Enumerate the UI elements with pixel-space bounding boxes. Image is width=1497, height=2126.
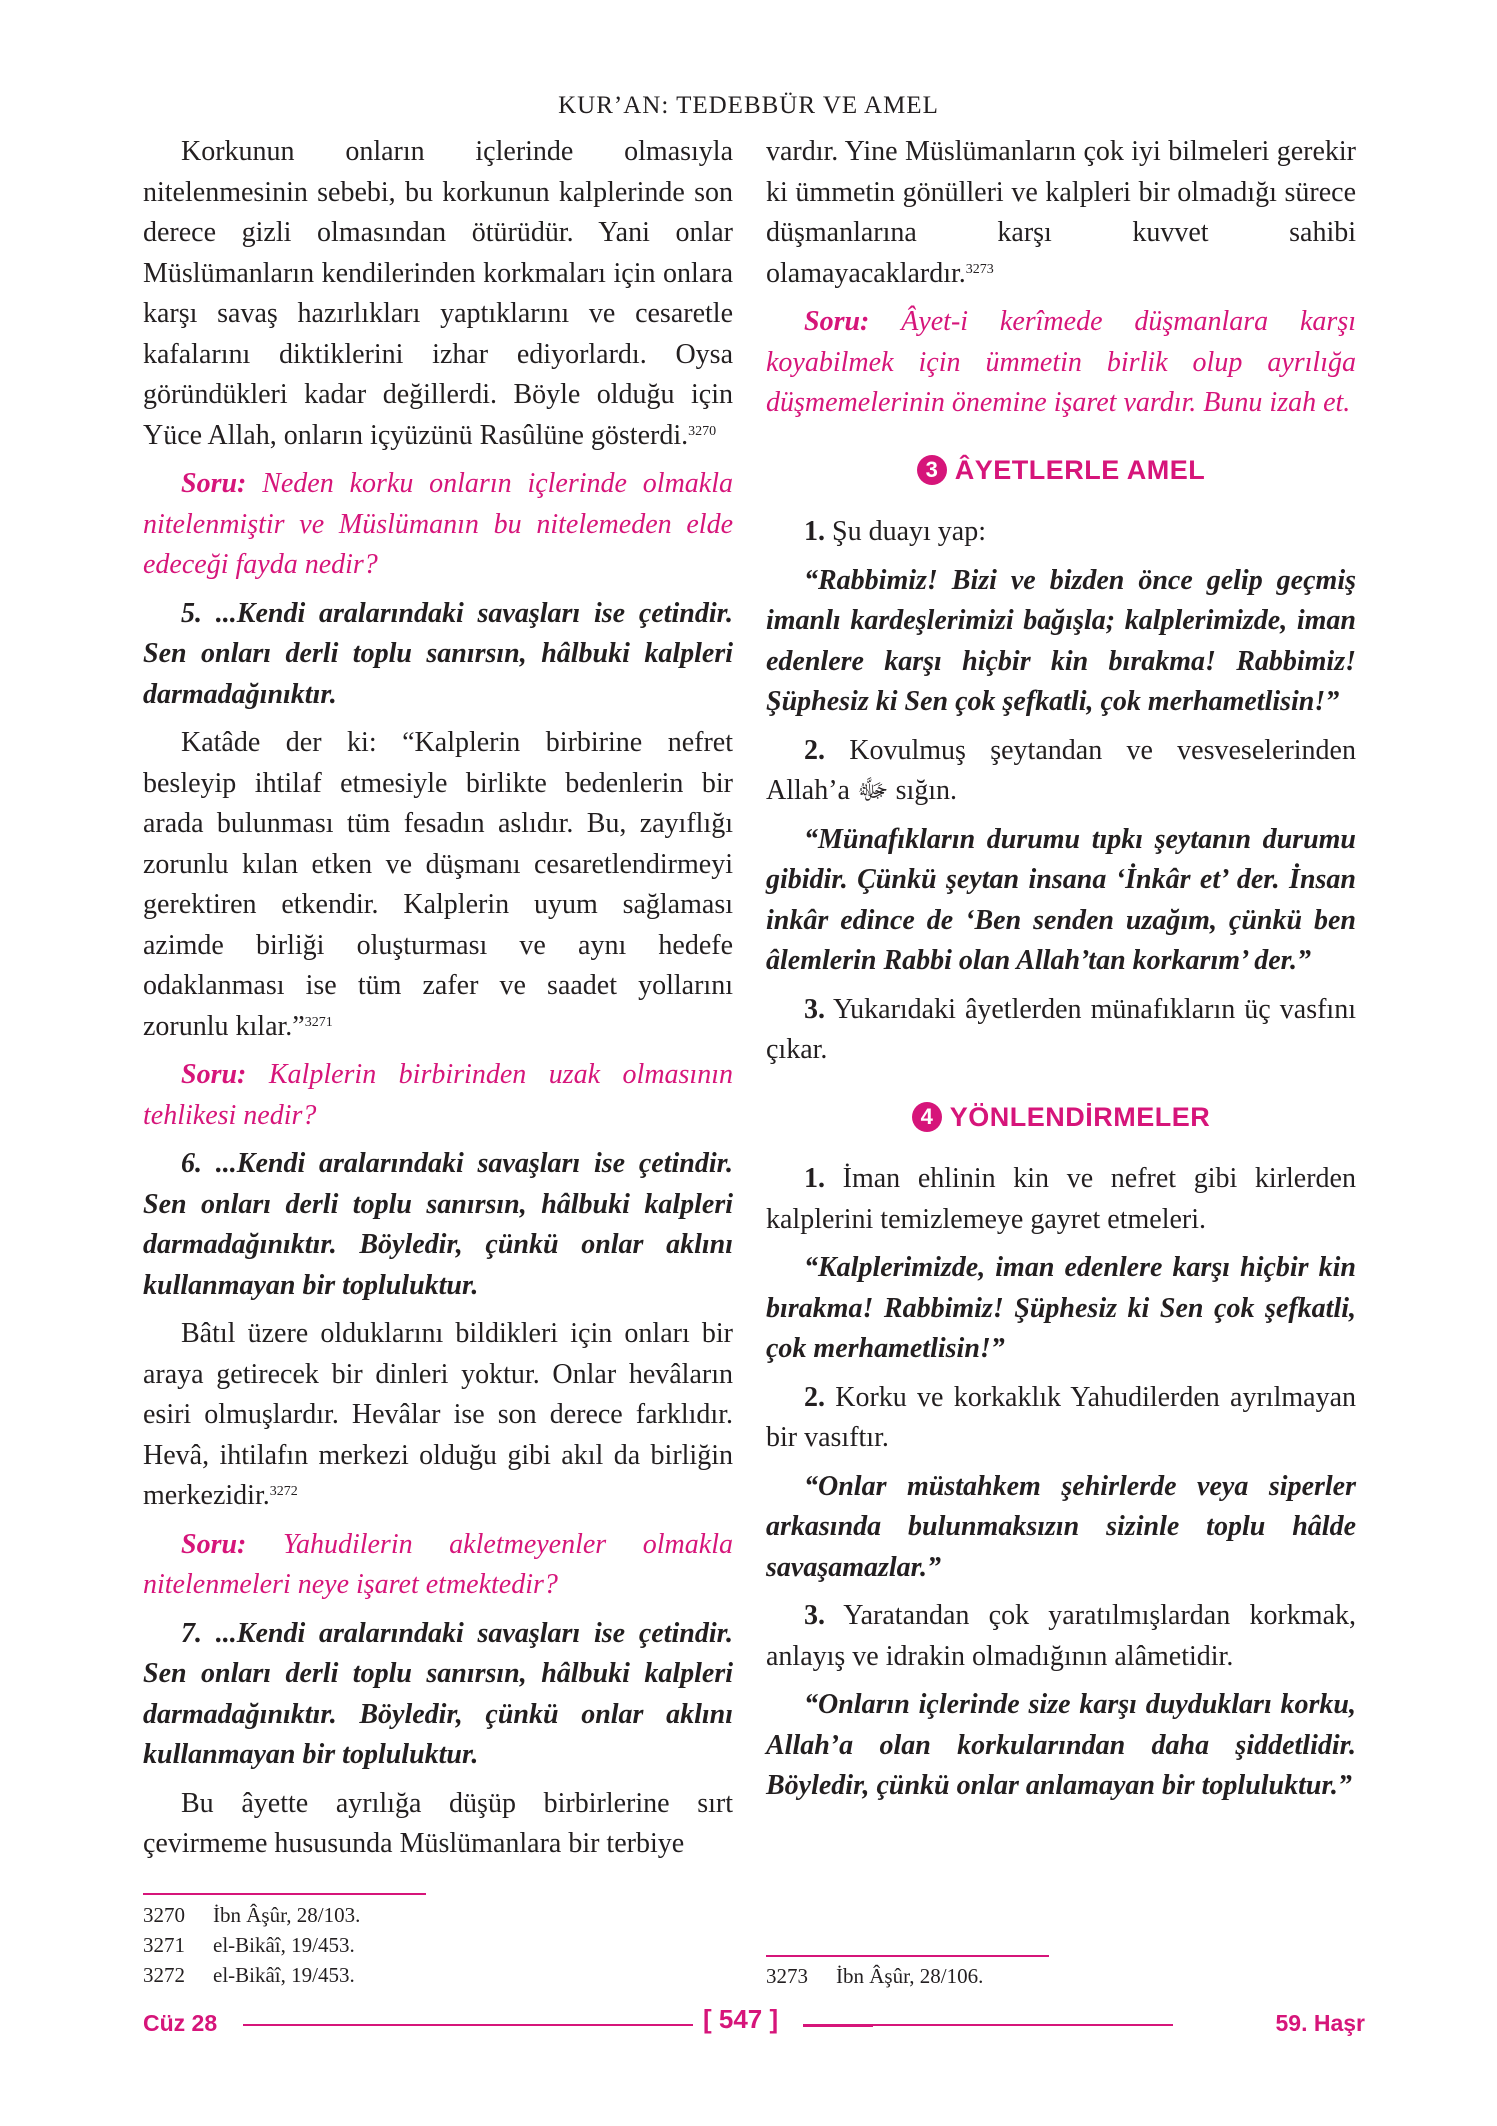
footnote-divider (143, 1893, 426, 1895)
section-number-badge: 3 (917, 455, 947, 485)
list-item: 3. Yaratandan çok yaratılmışlardan korkmak, anlayış ve idrakin olmadığının alâmetidir. (766, 1600, 1356, 1672)
verse-5: 5. ...Kendi aralarındaki savaşları ise çetindir. Sen onları derli toplu sanırsın, hâlbuki kalpleri darmadağınıktır. (143, 597, 733, 710)
verse-6: 6. ...Kendi aralarındaki savaşları ise çetindir. Sen onları derli toplu sanırsın, hâlbuki kalpleri darmadağınıktır. Böyledir, çünkü onlar aklını kullanmayan bir topluluktur. (143, 1148, 733, 1301)
section-title: ÂYETLERLE AMEL (954, 454, 1206, 485)
paragraph: Katâde der ki: “Kalplerin birbirine nefret besleyip ihtilaf etmesiyle birlikte bedenlerin bir arada bulunması tüm fesadın aslıdır. Bu, zayıflığı zorunlu kılan etken ve düşmanı cesaretlendirmeyi gerektiren etkendir. Kalplerin uyum sağlaması azimde birliği oluşturması ve aynı hedefe odaklanması ise tüm zafer ve saadet yollarını zorunlu kılar.”$^{3271}$ (143, 727, 733, 1042)
list-item: 1. Şu duayı yap: (804, 516, 986, 547)
footer-rule (803, 2024, 873, 2027)
left-column (143, 132, 733, 1873)
list-item: 3. Yukarıdaki âyetlerden münafıkların üç vasfını çıkar. (766, 993, 1356, 1065)
juz-label: Cüz 28 (143, 2010, 218, 2036)
page-number: [ 547 ] (703, 2004, 779, 2034)
section-heading-yonlendirmeler (766, 1097, 1356, 1138)
quote: “Kalplerimizde, iman edenlere karşı hiçbir kin bırakma! Rabbimiz! Şüphesiz ki Sen çok şefkatli, çok merhametlisin!” (766, 1252, 1356, 1364)
footnote-ref[interactable]: 3272 (269, 1484, 298, 1499)
footer-rule (243, 2024, 693, 2026)
footnote-divider (766, 1955, 1049, 1957)
quote: “Onlar müstahkem şehirlerde veya siperler arkasında bulunmaksızın sizinle toplu hâlde savaşamazlar.” (766, 1470, 1356, 1583)
question: Soru: Neden korku onların içlerinde olmakla nitelenmiştir ve Müslümanın bu nitelemeden elde edeceği fayda nedir? (143, 468, 733, 580)
footnote: 3270 İbn Âşûr, 28/103. (143, 1903, 361, 1927)
paragraph: vardır. Yine Müslümanların çok iyi bilmeleri gerekir ki ümmetin gönülleri ve kalpleri bir olmadığı sürece düşmanlarına karşı kuvvet sahibi olamayacaklardır.$^{3273}$ (766, 136, 1356, 289)
running-header: KUR’AN: TEDEBBÜR VE AMEL (558, 92, 939, 119)
question: Soru: Kalplerin birbirinden uzak olmasının tehlikesi nedir? (143, 1059, 733, 1131)
verse-7: 7. ...Kendi aralarındaki savaşları ise çetindir. Sen onları derli toplu sanırsın, hâlbuki kalpleri darmadağınıktır. Böyledir, çünkü onlar aklını kullanmayan bir topluluktur. (143, 1617, 733, 1770)
footnote: 3271 el-Bikâî, 19/453. (143, 1933, 355, 1957)
section-number-badge: 4 (912, 1102, 942, 1132)
right-column (766, 132, 1356, 1815)
list-item: 2. Kovulmuş şeytandan ve vesveselerinden Allah’a ﷻ sığın. (766, 734, 1356, 806)
quote: “Rabbimiz! Bizi ve bizden önce gelip geçmiş imanlı kardeşlerimizi bağışla; kalplerimizde, iman edenlere karşı hiçbir kin bırakma! Rabbimiz! Şüphesiz ki Sen çok şefkatli, çok merhametlisin!” (766, 564, 1356, 717)
section-title: YÖNLENDİRMELER (949, 1101, 1211, 1132)
list-item: 2. Korku ve korkaklık Yahudilerden ayrılmayan bir vasıftır. (766, 1381, 1356, 1453)
footnote-ref[interactable]: 3271 (304, 1014, 333, 1030)
paragraph: Bu âyette ayrılığa düşüp birbirlerine sırt çevirmeme hususunda Müslümanlara bir terbiye (143, 1787, 733, 1859)
question: Soru: Âyet-i kerîmede düşmanlara karşı koyabilmek için ümmetin birlik olup ayrılığa düşmemelerinin önemine işaret vardır. Bunu izah et. (766, 306, 1356, 418)
footnote-ref[interactable]: 3273 (965, 261, 994, 277)
quote: “Münafıkların durumu tıpkı şeytanın durumu gibidir. Çünkü şeytan insana ‘İnkâr et’ der. İnsan inkâr edince de ‘Ben senden uzağım, çünkü ben âlemlerin Rabbi olan Allah’tan korkarım’ der.” (766, 823, 1356, 976)
quote: “Onların içlerinde size karşı duydukları korku, Allah’a olan korkularından daha şiddetlidir. Böyledir, çünkü onlar anlamayan bir topluluktur.” (766, 1689, 1356, 1801)
list-item: 1. İman ehlinin kin ve nefret gibi kirlerden kalplerini temizlemeye gayret etmeleri. (766, 1163, 1356, 1235)
paragraph: Korkunun onların içlerinde olmasıyla nitelenmesinin sebebi, bu korkunun kalplerinde son derece gizli olmasından ötürüdür. Yani onlar Müslümanların kendilerinden korkmaları için onlara karşı savaş hazırlıkları yaptıklarını ve cesaretle kafalarını diktiklerini izhar ediyorlardı. Oysa göründükleri kadar değillerdi. Böyle olduğu için Yüce Allah, onların içyüzünü Rasûlüne gösterdi.$^{3270}$ (143, 136, 733, 451)
sura-label: 59. Haşr (1275, 2010, 1365, 2036)
footnotes-right (766, 1961, 983, 1991)
paragraph: Bâtıl üzere olduklarını bildikleri için onları bir araya getirecek bir dinleri yoktur. Onlar hevâların esiri olmuşlardır. Hevâlar ise son derece farklıdır. Hevâ, ihtilafın merkezi olduğu gibi akıl da birliğin merkezidir.$^{3272}$ (143, 1318, 733, 1511)
footnotes-left (143, 1900, 360, 1990)
footnote: 3273 İbn Âşûr, 28/106. (766, 1964, 984, 1988)
page-footer (143, 2004, 1365, 2050)
footnote-ref[interactable]: 3270 (688, 423, 717, 439)
question: Soru: Yahudilerin akletmeyenler olmakla nitelenmeleri neye işaret etmektedir? (143, 1528, 733, 1600)
section-heading-ayetlerle-amel (766, 450, 1356, 491)
footer-rule (873, 2024, 1173, 2026)
footnote: 3272 el-Bikâî, 19/453. (143, 1963, 355, 1987)
